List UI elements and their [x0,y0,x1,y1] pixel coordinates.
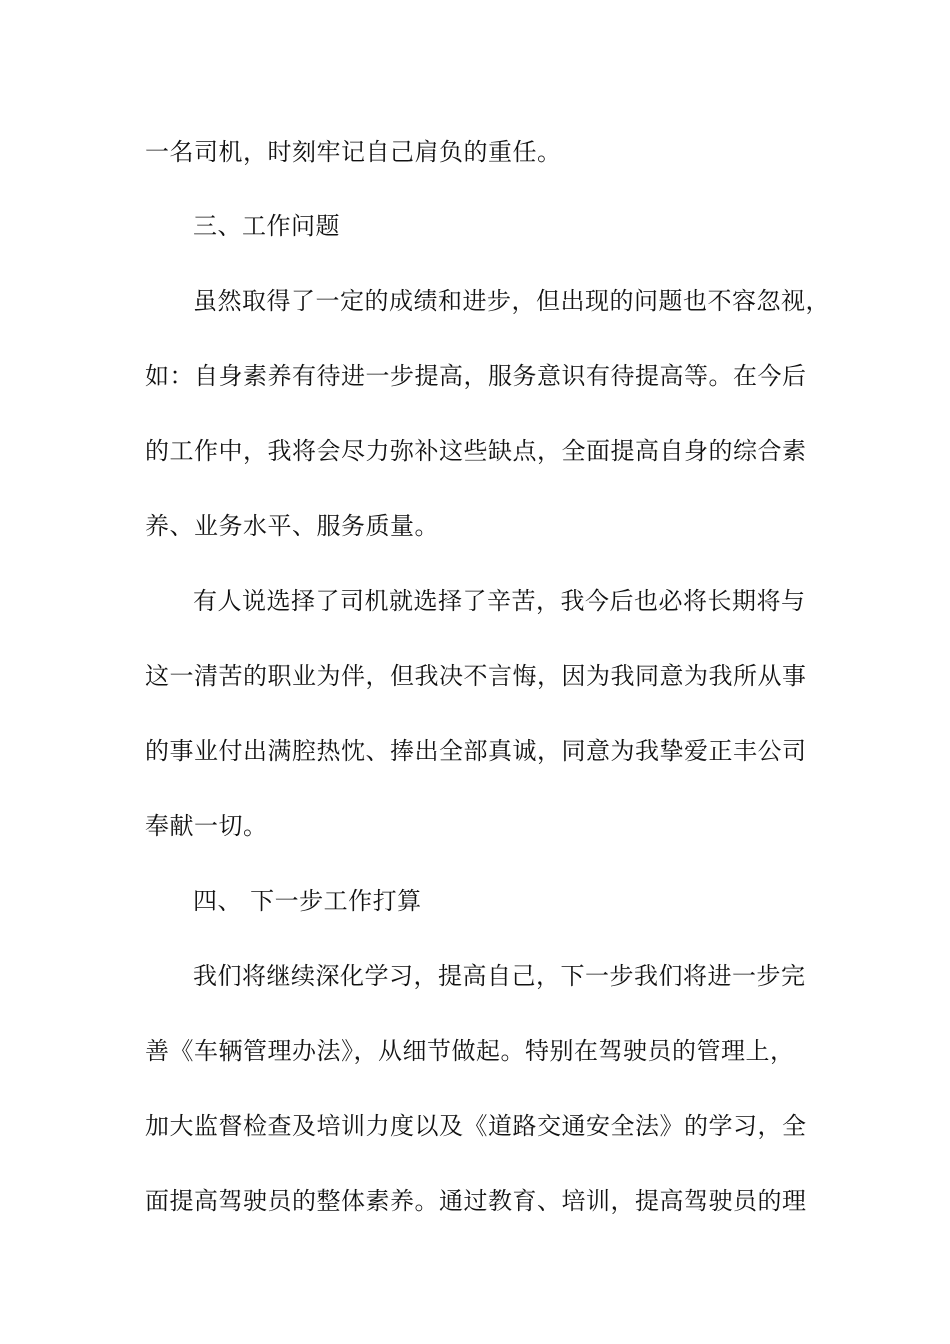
text-line: 一名司机，时刻牢记自己肩负的重任。 [145,138,562,166]
text-line: 养、业务水平、服务质量。 [145,512,439,540]
paragraph-first-line: 我们将继续深化学习，提高自己，下一步我们将进一步完 [193,962,806,990]
text-line: 如：自身素养有待进一步提高，服务意识有待提高等。在今后 [145,362,807,390]
text-line: 奉献一切。 [145,812,268,840]
text-line: 加大监督检查及培训力度以及《道路交通安全法》的学习，全 [145,1112,807,1140]
text-line: 这一清苦的职业为伴，但我决不言悔，因为我同意为我所从事 [145,662,807,690]
section-heading: 四、 下一步工作打算 [193,887,422,915]
paragraph-first-line: 有人说选择了司机就选择了辛苦，我今后也必将长期将与 [193,587,806,615]
text-line: 善《车辆管理办法》，从细节做起。特别在驾驶员的管理上， [145,1037,795,1065]
text-line: 面提高驾驶员的整体素养。通过教育、培训，提高驾驶员的理 [145,1187,807,1215]
text-line: 的事业付出满腔热忱、捧出全部真诚，同意为我挚爱正丰公司 [145,737,807,765]
paragraph-first-line: 虽然取得了一定的成绩和进步，但出现的问题也不容忽视， [193,287,830,315]
text-line: 的工作中，我将会尽力弥补这些缺点，全面提高自身的综合素 [145,437,807,465]
section-heading: 三、工作问题 [193,212,340,240]
